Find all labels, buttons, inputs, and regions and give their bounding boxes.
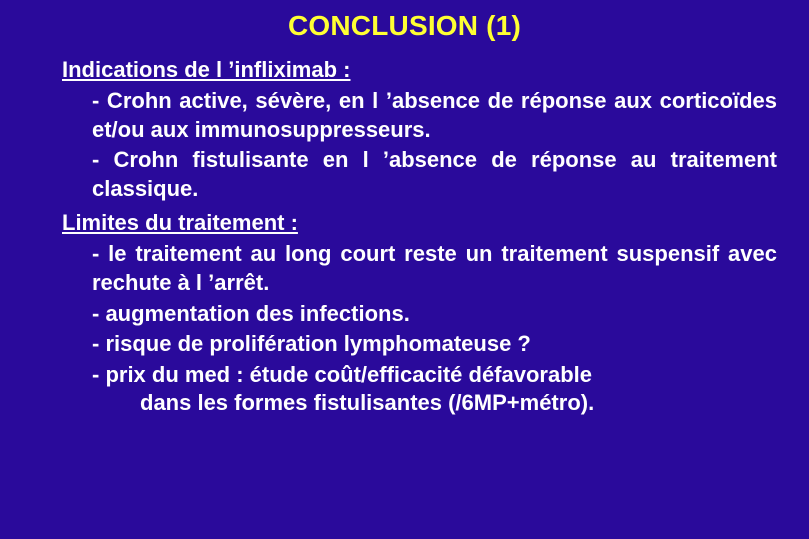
list-item: - risque de prolifération lymphomateuse ? bbox=[92, 331, 531, 357]
section-heading-limites: Limites du traitement : bbox=[62, 210, 298, 236]
list-item-last-line1: - prix du med : étude coût/efficacité défavorable bbox=[92, 361, 592, 387]
page-title: CONCLUSION (1) bbox=[287, 10, 522, 41]
list-item: - le traitement au long court reste un traitement suspensif avec rechute à l ’arrêt. bbox=[92, 241, 777, 295]
list-item: - augmentation des infections. bbox=[92, 300, 410, 326]
list-item-last-line2: dans les formes fistulisantes (/6MP+métro). bbox=[140, 390, 595, 416]
list-item: - Crohn active, sévère, en l ’absence de réponse aux corticoïdes et/ou aux immunosuppresseurs. bbox=[92, 88, 777, 142]
section-heading-indications: Indications de l ’infliximab : bbox=[62, 57, 351, 82]
list-item-last bbox=[92, 361, 777, 418]
slide-body bbox=[0, 42, 809, 418]
list-item: - Crohn fistulisante en l ’absence de réponse au traitement classique. bbox=[92, 147, 777, 201]
